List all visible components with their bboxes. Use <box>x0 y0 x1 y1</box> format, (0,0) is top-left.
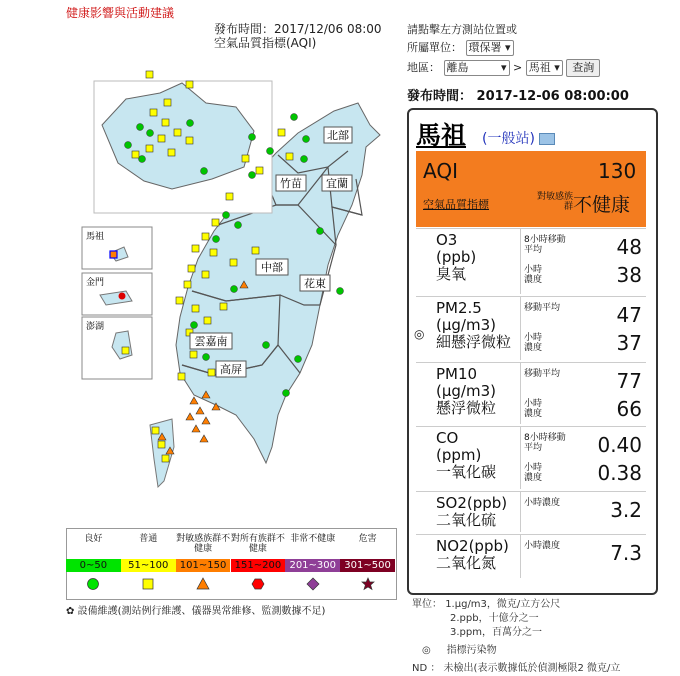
maintenance-legend: ✿ 設備維護(測站例行維護、儀器異常維修、監測數據不足) <box>66 606 326 617</box>
pollutant-unit: (μg/m3) <box>436 316 496 334</box>
aqi-info-link[interactable]: 空氣品質指標 <box>423 198 489 211</box>
legend-category-label: 對敏感族群不健康 <box>176 534 231 554</box>
pollutant-divider <box>416 534 646 535</box>
kinmen-station-marker[interactable] <box>119 293 126 300</box>
legend-category-label: 普通 <box>139 534 158 544</box>
region-kaohsiung-pingtung[interactable]: 高屏 <box>220 364 242 376</box>
legend-marker-diamond-icon <box>306 577 320 591</box>
pollutant-hourly-label: 小時濃度 <box>524 333 543 353</box>
legend-range-band: 51~100 <box>121 559 176 572</box>
pollutant-col-divider <box>520 362 521 424</box>
pollutant-col-divider <box>520 228 521 294</box>
pollutant-chinese-name: 二氧化硫 <box>436 511 497 529</box>
email-icon[interactable] <box>539 133 555 145</box>
station-type-link[interactable]: (一般站) <box>482 128 555 148</box>
pollutant-name: CO <box>436 429 459 447</box>
pollutant-divider <box>416 228 646 229</box>
pollutant-name: PM10 <box>436 365 478 383</box>
aqi-value: 130 <box>598 159 637 183</box>
pollutant-name: PM2.5 <box>436 299 482 317</box>
pollutant-avg-value: 77 <box>616 369 642 393</box>
agency-row <box>407 39 514 56</box>
legend-range-band: 151~200 <box>231 559 286 572</box>
legend-category-label: 非常不健康 <box>290 534 336 544</box>
penghu-station-marker[interactable] <box>122 347 129 354</box>
region-hualien-taitung[interactable]: 花東 <box>304 278 326 290</box>
pollutant-avg-value: 0.40 <box>597 433 642 457</box>
legend-range-band: 0~50 <box>66 559 121 572</box>
pollutant-unit: (μg/m3) <box>436 382 496 400</box>
pollutant-col-divider <box>520 491 521 532</box>
indicator-pollutant-mark: ◎ <box>414 327 425 341</box>
aqi-status: 不健康 <box>573 194 631 216</box>
pollutant-avg-value: 7.3 <box>610 541 642 565</box>
pollutant-divider <box>416 296 646 297</box>
pollutant-hourly-label: 小時濃度 <box>524 463 543 483</box>
index-name: 空氣品質指標(AQI) <box>214 36 317 50</box>
pollutant-name: NO2(ppb) <box>436 537 509 555</box>
pollutant-hourly-value: 37 <box>616 331 642 355</box>
pollutant-unit: (ppm) <box>436 446 482 464</box>
inset-label-matsu: 馬祖 <box>86 231 105 241</box>
pollutant-avg-value: 47 <box>616 303 642 327</box>
legend-category-label: 良好 <box>84 534 103 544</box>
taiwan-aqi-map[interactable] <box>66 55 396 523</box>
sensitive-group-tag: 對敏感族群 <box>537 192 574 212</box>
pollutant-hourly-value: 66 <box>616 397 642 421</box>
legend-range-band: 301~500 <box>340 559 395 572</box>
pollutant-name: SO2(ppb) <box>436 494 508 512</box>
map-hint: 請點擊左方測站位置或 <box>407 23 517 36</box>
pollutant-col-divider <box>520 534 521 578</box>
area-row <box>407 59 600 77</box>
pollutant-hourly-value: 38 <box>616 263 642 287</box>
region-yunlin-chiayi-tainan[interactable]: 雲嘉南 <box>194 336 228 348</box>
matsu-station-marker[interactable] <box>110 251 117 258</box>
unit-notes: 單位： 1.μg/m3，微克/立方公尺 2.ppb，十億分之一 3.ppm，百萬分之一 ◎ 指標污染物 ND ： 未檢出(表示數據低於偵測極限2 微克/立 <box>412 599 621 674</box>
pollutant-col-divider <box>520 296 521 360</box>
agency-label: 所屬單位： <box>407 41 462 54</box>
query-button[interactable]: 查詢 <box>566 59 600 77</box>
agency-select[interactable]: 環保署 ▾ <box>466 40 514 56</box>
pollutant-chinese-name: 一氧化碳 <box>436 463 497 481</box>
pollutant-name: O3 <box>436 231 458 249</box>
pollutant-value-label: 移動平均 <box>524 369 561 379</box>
pollutant-value-label: 8小時移動平均 <box>524 235 566 255</box>
region-central[interactable]: 中部 <box>261 262 283 274</box>
inset-label-kinmen: 金門 <box>86 277 105 287</box>
region-yilan[interactable]: 宜蘭 <box>326 178 348 190</box>
pollutant-hourly-label: 小時濃度 <box>524 265 543 285</box>
pollutant-chinese-name: 懸浮微粒 <box>436 399 497 417</box>
pollutant-hourly-value: 0.38 <box>597 461 642 485</box>
aqi-label: AQI <box>423 159 458 183</box>
pollutant-chinese-name: 臭氧 <box>436 265 467 283</box>
station-name: 馬祖 <box>416 121 467 150</box>
pollutant-avg-value: 48 <box>616 235 642 259</box>
pollutant-value-label: 移動平均 <box>524 303 561 313</box>
area-select[interactable]: 離島 ▾ <box>444 60 510 76</box>
pollutant-col-divider <box>520 426 521 489</box>
pollutant-value-label: 小時濃度 <box>524 498 561 508</box>
region-hsinchu-miaoli[interactable]: 竹苗 <box>280 178 302 190</box>
pollutant-value-label: 8小時移動平均 <box>524 433 566 453</box>
station-select[interactable]: 馬祖 ▾ <box>526 60 563 76</box>
health-advice-link[interactable]: 健康影響與活動建議 <box>66 6 175 20</box>
pollutant-avg-value: 3.2 <box>610 498 642 522</box>
legend-marker-triangle-icon <box>196 577 210 591</box>
pollutant-value-label: 小時濃度 <box>524 541 561 551</box>
pollutant-chinese-name: 細懸浮微粒 <box>436 333 512 351</box>
pollutant-hourly-label: 小時濃度 <box>524 399 543 419</box>
legend-category-label: 危害 <box>358 534 377 544</box>
publish-time: 發布時間：2017/12/06 08:00 <box>214 22 382 36</box>
region-north[interactable]: 北部 <box>327 130 349 142</box>
maintenance-icon: ✿ <box>66 606 75 617</box>
legend-range-band: 201~300 <box>285 559 340 572</box>
pollutant-divider <box>416 491 646 492</box>
legend-marker-star-icon <box>361 577 375 591</box>
legend-marker-square-icon <box>141 577 155 591</box>
pollutant-chinese-name: 二氧化氮 <box>436 554 497 572</box>
pollutant-unit: (ppb) <box>436 248 477 266</box>
legend-category-label: 對所有族群不健康 <box>230 534 285 554</box>
inset-label-penghu: 澎湖 <box>86 321 105 331</box>
area-label: 地區： <box>407 61 440 74</box>
pollutant-divider <box>416 362 646 363</box>
legend-marker-circle-icon <box>86 577 100 591</box>
legend-marker-hexagon-icon <box>251 577 265 591</box>
publish-time-full: 發布時間： 2017-12-06 08:00:00 <box>407 89 629 104</box>
pollutant-divider <box>416 426 646 427</box>
area-arrow: > <box>513 61 523 74</box>
legend-range-band: 101~150 <box>176 559 231 572</box>
